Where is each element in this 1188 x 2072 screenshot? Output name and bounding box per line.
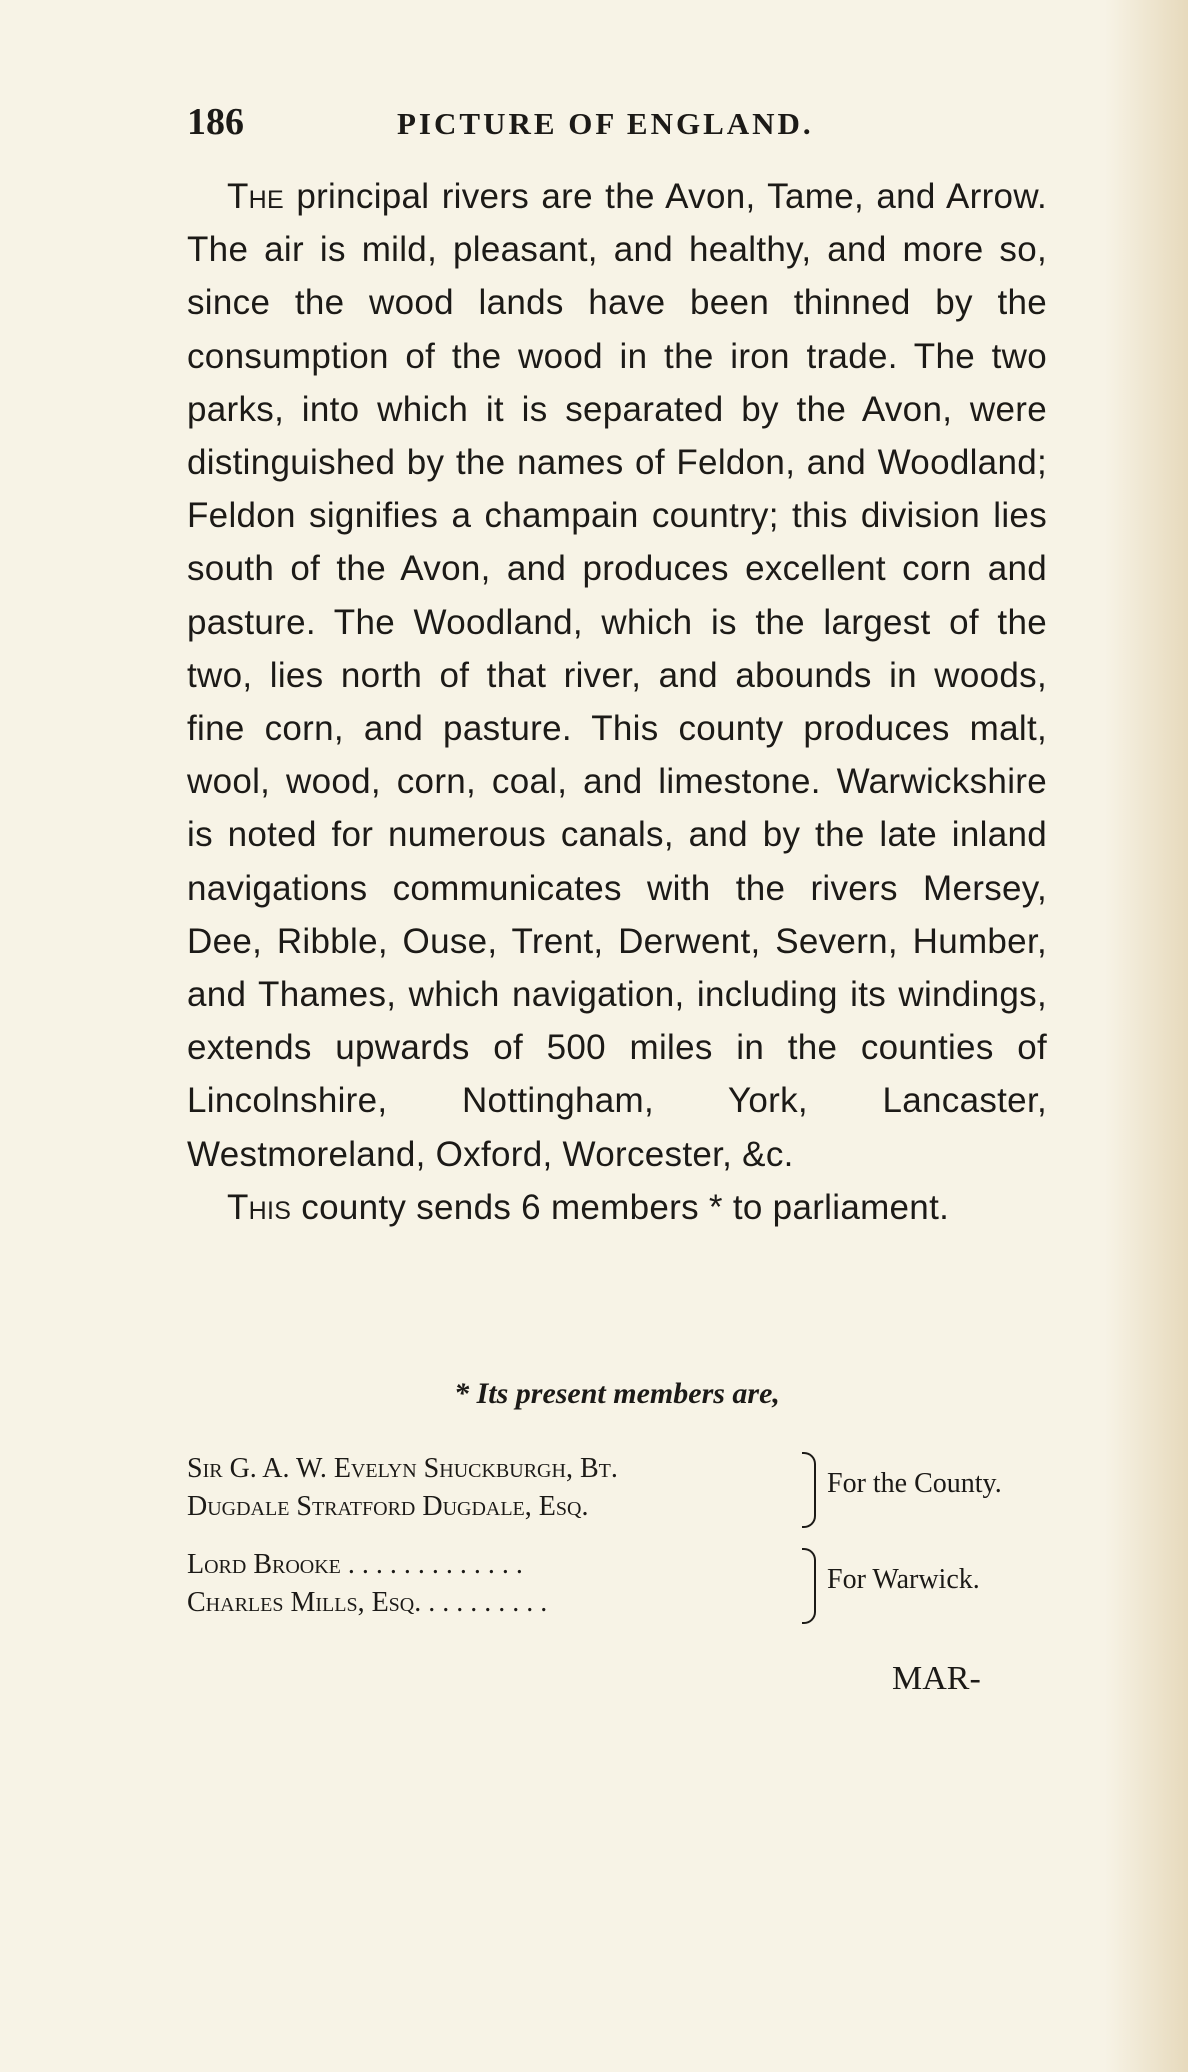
paragraph-body: county sends 6 members * to parliament. — [291, 1187, 950, 1227]
brace-icon — [802, 1452, 816, 1528]
member-name: Charles Mills, Esq. . . . . . . . . . — [187, 1587, 548, 1618]
paragraph-rivers — [187, 170, 1047, 1181]
footnote-heading: * Its present members are, — [454, 1377, 780, 1410]
member-name: Sir G. A. W. Evelyn Shuckburgh, Bt. — [187, 1453, 618, 1484]
members-list — [187, 1450, 1067, 1642]
member-names — [187, 1546, 807, 1622]
member-name: Lord Brooke . . . . . . . . . . . . . — [187, 1549, 523, 1580]
page-header — [187, 100, 1047, 150]
paragraph-body: principal rivers are the Avon, Tame, and Arrow. The air is mild, pleasant, and healthy, and more so, since the wood lands have been thinned by the consumption of the wood in the iron trade. The two parks, into which it is separated by the Avon, were distinguished by the names of Feldon, and Woodland; Feldon signifies a champain country; this division lies south of the Avon, and produces excellent corn and pasture. The Woodland, which is the largest of the two, lies north of that river, and abounds in woods, fine corn, and pasture. This county produces malt, wool, wood, corn, coal, and limestone. Warwickshire is noted for numerous canals, and by the late inland navigations communicates with the rivers Mersey, Dee, Ribble, Ouse, Trent, Derwent, Severn, Humber, and Thames, which navigation, including its windings, extends upwards of 500 miles in the counties of Lincolnshire, Nottingham, York, Lancaster, Westmoreland, Oxford, Worcester, &c. — [187, 177, 1047, 1174]
members-group-warwick — [187, 1546, 1067, 1642]
main-text — [187, 170, 1047, 1234]
members-group-county — [187, 1450, 1067, 1546]
member-names — [187, 1450, 807, 1526]
page-number: 186 — [187, 101, 244, 143]
running-head: PICTURE OF ENGLAND. — [397, 106, 814, 141]
brace-icon — [802, 1548, 816, 1624]
paragraph-members — [187, 1181, 1047, 1234]
paragraph-lead: This — [227, 1187, 292, 1227]
seat-label: For the County. — [827, 1468, 1002, 1499]
paragraph-lead: The — [227, 177, 285, 216]
member-name: Dugdale Stratford Dugdale, Esq. — [187, 1491, 589, 1522]
catchword: MAR- — [892, 1660, 981, 1697]
seat-label: For Warwick. — [827, 1564, 980, 1595]
